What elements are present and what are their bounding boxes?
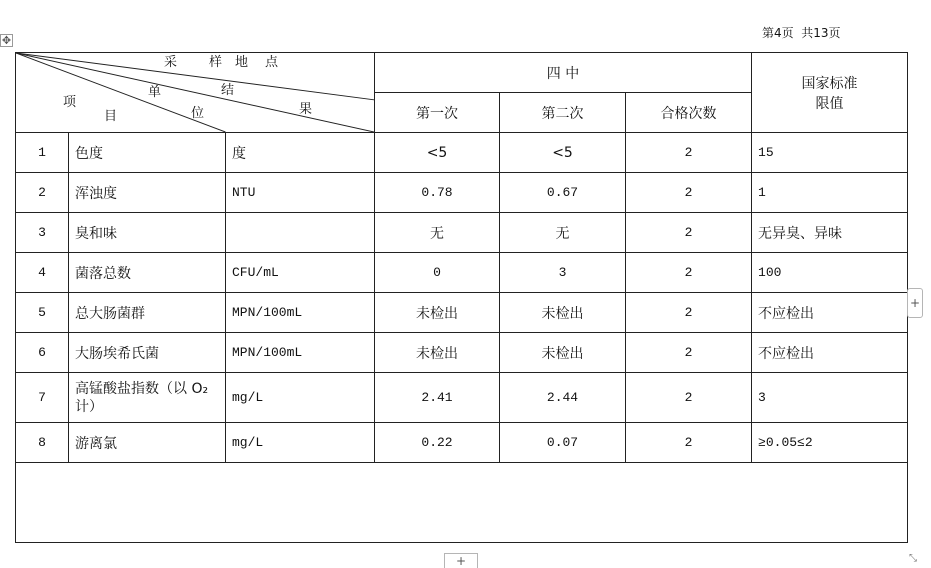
unit: CFU/mL xyxy=(226,253,375,293)
standard-limit-header xyxy=(752,53,908,133)
item-name: 游离氯 xyxy=(69,423,226,463)
second-result: 0.07 xyxy=(500,423,626,463)
label-item-1: 项 xyxy=(63,95,77,110)
item-name: 浑浊度 xyxy=(69,173,226,213)
first-result: 0 xyxy=(375,253,500,293)
unit: 度 xyxy=(226,133,375,173)
label-unit-1: 单 xyxy=(148,85,162,100)
table-row xyxy=(16,213,908,253)
second-result: 未检出 xyxy=(500,333,626,373)
label-item-2: 目 xyxy=(104,109,118,124)
standard-subtitle: 限值 xyxy=(815,95,844,112)
first-result: <5 xyxy=(375,133,500,173)
label-result-2: 果 xyxy=(299,102,313,117)
standard-limit: 不应检出 xyxy=(752,293,908,333)
pass-count: 2 xyxy=(626,253,752,293)
standard-limit: 100 xyxy=(752,253,908,293)
row-number: 8 xyxy=(16,423,69,463)
label-sampling-point-1: 采 xyxy=(164,55,178,70)
first-result: 0.22 xyxy=(375,423,500,463)
first-result: 未检出 xyxy=(375,293,500,333)
first-result: 2.41 xyxy=(375,373,500,423)
pass-count: 2 xyxy=(626,133,752,173)
first-result: 0.78 xyxy=(375,173,500,213)
table-row xyxy=(16,333,908,373)
item-name: 臭和味 xyxy=(69,213,226,253)
first-result: 未检出 xyxy=(375,333,500,373)
unit xyxy=(226,213,375,253)
col-second-test: 第二次 xyxy=(500,93,626,133)
table-row xyxy=(16,423,908,463)
second-result: 未检出 xyxy=(500,293,626,333)
unit: MPN/100mL xyxy=(226,333,375,373)
empty-row xyxy=(16,463,908,543)
unit: NTU xyxy=(226,173,375,213)
label-sampling-point-3: 地 xyxy=(235,55,249,70)
pass-count: 2 xyxy=(626,333,752,373)
label-sampling-point-2: 样 xyxy=(209,55,223,70)
item-name: 大肠埃希氏菌 xyxy=(69,333,226,373)
label-unit-2: 位 xyxy=(191,106,205,121)
pass-count: 2 xyxy=(626,173,752,213)
table-row xyxy=(16,293,908,333)
blank-cell[interactable] xyxy=(16,463,908,543)
row-number: 3 xyxy=(16,213,69,253)
unit: MPN/100mL xyxy=(226,293,375,333)
table-move-handle-icon[interactable]: ✥ xyxy=(1,34,12,47)
item-name: 高锰酸盐指数（以 O₂ 计） xyxy=(69,373,226,423)
row-number: 2 xyxy=(16,173,69,213)
second-result: 2.44 xyxy=(500,373,626,423)
test-results-table xyxy=(15,52,908,543)
col-pass-count: 合格次数 xyxy=(626,93,752,133)
add-row-button[interactable]: + xyxy=(444,553,478,568)
table-row xyxy=(16,253,908,293)
pass-count: 2 xyxy=(626,213,752,253)
pass-count: 2 xyxy=(626,293,752,333)
row-number: 7 xyxy=(16,373,69,423)
item-name: 色度 xyxy=(69,133,226,173)
unit: mg/L xyxy=(226,373,375,423)
pass-count: 2 xyxy=(626,373,752,423)
standard-limit: 1 xyxy=(752,173,908,213)
location-header: 四 中 xyxy=(375,53,752,93)
table-row xyxy=(16,173,908,213)
row-number: 6 xyxy=(16,333,69,373)
table-resize-handle-icon[interactable]: ⤡ xyxy=(909,553,917,564)
standard-title: 国家标准 xyxy=(801,75,858,92)
second-result: 3 xyxy=(500,253,626,293)
item-name: 菌落总数 xyxy=(69,253,226,293)
table-row xyxy=(16,373,908,423)
standard-limit: 不应检出 xyxy=(752,333,908,373)
label-result-1: 结 xyxy=(221,83,235,98)
pass-count: 2 xyxy=(626,423,752,463)
table-row xyxy=(16,133,908,173)
row-number: 1 xyxy=(16,133,69,173)
standard-limit: 15 xyxy=(752,133,908,173)
row-number: 4 xyxy=(16,253,69,293)
add-column-button[interactable]: + xyxy=(907,288,923,318)
first-result: 无 xyxy=(375,213,500,253)
col-first-test: 第一次 xyxy=(375,93,500,133)
standard-limit: 无异臭、异味 xyxy=(752,213,908,253)
item-name: 总大肠菌群 xyxy=(69,293,226,333)
second-result: 无 xyxy=(500,213,626,253)
diagonal-header-cell xyxy=(16,53,375,133)
row-number: 5 xyxy=(16,293,69,333)
unit: mg/L xyxy=(226,423,375,463)
second-result: <5 xyxy=(500,133,626,173)
second-result: 0.67 xyxy=(500,173,626,213)
standard-limit: ≥0.05≤2 xyxy=(752,423,908,463)
label-sampling-point-4: 点 xyxy=(265,55,279,70)
standard-limit: 3 xyxy=(752,373,908,423)
page-number: 第4页 共13页 xyxy=(762,26,841,40)
